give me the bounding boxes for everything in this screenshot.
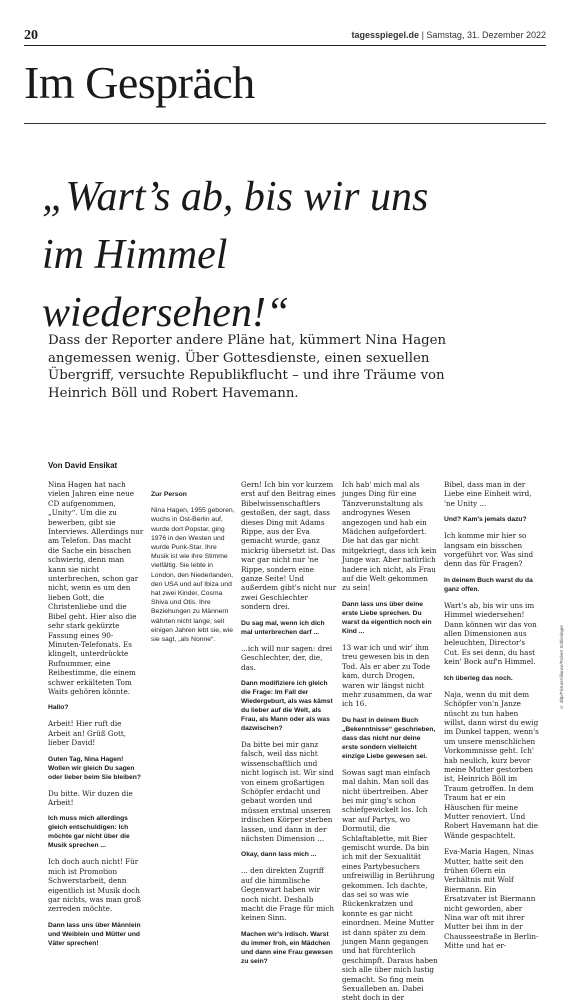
interview-question: Ich muss mich allerdings gleich entschuldigen: Ich möchte gar nicht über die Musik sprechen ... <box>48 815 130 850</box>
interview-answer: Du bitte. Wir duzen die Arbeit! <box>48 788 133 807</box>
interview-answer: 13 war ich und wir' ihm treu gewesen bis in den Tod. Als er aber zu Tode kam, durch Drogen, waren wir längst nicht mehr zusammen, da war ich 16. <box>342 642 432 709</box>
interview-answer: Bibel, dass man in der Liebe eine Einheit wird, 'ne Unity ... <box>444 480 532 508</box>
interview-question: Okay, dann lass mich ... <box>241 851 317 859</box>
interview-question: Dann modifiziere ich gleich die Frage: Im Fall der Wiedergeburt, als was kämst du lieber auf die Welt, als Frau, als Mann oder als was dazwischen? <box>241 679 333 732</box>
interview-answer: Naja, wenn du mit dem Schöpfer von'n Janze nüscht zu tun haben willst, dann wirst du ewig im Dunkel tappen, wenn's um unsere menschlichen Vorkommnisse geht. Ich' hab neulich, kurz bevor meine Mutter gestorben ist, Heinrich Böll im Traum getroffen. In dem Traum hat er ein Häuschen für meine Mutter renoviert. Und Robert Havemann hat die Wände gespachtelt. <box>444 689 539 840</box>
interview-answer: Ich doch auch nicht! Für mich ist Promotion Schwerstarbeit, denn eigentlich ist Musik doch gar nichts, was man groß zerreden möchte. <box>48 857 141 914</box>
headline-line: wiedersehen!“ <box>42 290 290 336</box>
info-box-text: Nina Hagen, 1955 geboren, wuchs in Ost-Berlin auf, wurde dort Popstar, ging 1976 in den Westen und wurde Punk-Star. Ihre Musik ist wie ihre Stimme vielfältig. Sie lebte in London, den Niederlanden, den USA und auf Ibiza und hat zwei Kinder, Cosma Shiva und Otis. Ihre Beziehungen zu Männern währten nicht lange; seit einigen Jahren lebt sie, wie sie sagt, „als Nonne“. <box>151 507 235 644</box>
interview-question: Hallo? <box>48 704 69 712</box>
interview-answer: ...ich will nur sagen: drei Geschlechter, der, die, das. <box>241 643 333 672</box>
lead-line: Heinrich Böll und Robert Havemann. <box>48 385 299 401</box>
interview-answer: Arbeit! Hier ruft die Arbeit an! Grüß Gott, lieber David! <box>48 719 127 748</box>
interview-question: In deinem Buch warst du da ganz offen. <box>444 576 533 593</box>
masthead-site[interactable]: tagesspiegel.de <box>351 30 420 40</box>
interview-answer: Sowas sagt man einfach mal dahin. Man soll das nicht übertreiben. Aber bei mir ging's schon schiefgewickelt los. Ich war auf Partys, wo Dormutil, die Schlaftablette, mit Bier gemischt wurde. Da bin ich mit der Sexualität eines Partybesuchers unfreiwillig in Berührung gekommen. Ich dachte, das sei so was wie Rückenkratzen und konnte es gar nicht einordnen. Meine Mutter ist dann später zu dem jungen Mann gegangen und hat fürchterlich geschimpft. Daraus haben sich alle über mich lustig gemacht. So fing mein Sexualleben an. Dabei steht doch in der <box>342 767 438 1003</box>
lead-paragraph <box>48 332 538 402</box>
article-column-1 <box>48 480 144 947</box>
headline-line: im Himmel <box>42 232 228 278</box>
interview-answer: Da bitte bei mir ganz falsch, weil das nicht wissenschaftlich und nicht logisch ist. Wir sind von einem großartigen Schöpfer erdacht und gebaut worden und müssen erstmal unseren irdischen Körper sterben lassen, und dann in der nächsten Dimension ... <box>241 739 334 843</box>
interview-answer: Nina Hagen hat nach vielen Jahren eine neue CD aufgenommen, „Unity“. Um die zu bewerben, gibt sie Interviews. Allerdings nur am Telefon. Das macht die Sache ein bisschen schwierig, denn man kann sie nicht unterbrechen, schon gar nicht, wenn es um den lieben Gott, die Christenliebe und die Bibel geht. Hier also die sehr stark gekürzte Fassung eines 90-Minuten-Telefonats. Es klingelt, unterdrückte Rufnummer, eine Reibestimme, die einem schwer erkälteten Tom Waits gehören könnte. <box>48 480 144 696</box>
info-box-heading: Zur Person <box>151 491 187 498</box>
interview-answer: Eva-Maria Hagen, Ninas Mutter, hatte seit den frühen 60ern ein Verhältnis mit Wolf Biermann. Ein Ersatzvater ist Biermann nicht geworden, aber Nina war oft mit ihrer Mutter bei ihm in der Chausseestraße in Berlin-Mitte und hat er- <box>444 847 539 951</box>
headline <box>42 168 542 342</box>
interview-answer: Gern! Ich bin vor kurzem erst auf den Beitrag eines Bibelwissenschaftlers gestoßen, der sagt, dass dieses Ding mit Adams Rippe, aus der Eva gemacht wurde, ganz mickrig übersetzt ist. Das war gar nicht nur 'ne Rippe, sondern eine ganze Seite! Und außerdem gibt's nicht nur zwei Geschlechter sondern drei. <box>241 480 337 612</box>
section-rule <box>24 123 546 124</box>
article-column-3 <box>342 480 438 1003</box>
photo-credit: © ddp/PictureAlliance/Robert Schlesinger <box>559 625 564 710</box>
interview-question: Machen wir's irdisch. Warst du immer froh, ein Mädchen und dann eine Frau gewesen zu sein? <box>241 930 333 965</box>
interview-answer: ... den direkten Zugriff auf die himmlische Gegenwart haben wir noch nicht. Deshalb macht die Frage für mich keinen Sinn. <box>241 866 334 923</box>
interview-answer: Ich hab' mich mal als junges Ding für eine Tänzverunstaltung als androgynes Wesen angezogen und hab ein Mädchen aufgefordert. Die hat das gar nicht mitgekriegt, dass ich kein Junge war. Aber natürlich hadere ich nicht, als Frau auf die Welt gekommen zu sein! <box>342 480 437 593</box>
masthead-separator: | <box>421 30 427 40</box>
interview-question: Guten Tag, Nina Hagen! Wollen wir gleich Du sagen oder lieber beim Sie bleiben? <box>48 755 141 781</box>
lead-line: angemessen wenig. Über Gottesdienste, einen sexuellen <box>48 350 430 366</box>
interview-question: Und? Kam's jemals dazu? <box>444 516 527 524</box>
interview-answer: Wart's ab, bis wir uns im Himmel wiedersehen! Dann können wir das von allen Dimensionen aus beleuchten, Director's Cut. Es sei denn, du hast kein' Bock auf'n Himmel. <box>444 600 537 667</box>
masthead-date: Samstag, 31. Dezember 2022 <box>426 30 546 40</box>
author-byline: Von David Ensikat <box>48 461 118 470</box>
lead-line: Übergriff, versuchte Republikflucht – und ihre Träume von <box>48 368 445 383</box>
headline-line: „Wart’s ab, bis wir uns <box>42 174 429 220</box>
interview-question: Ich überleg das noch. <box>444 674 513 682</box>
info-box <box>151 490 235 644</box>
interview-question: Dann lass uns über deine erste Liebe sprechen. Du warst da eigentlich noch ein Kind ... <box>342 600 432 635</box>
article-column-2 <box>241 480 337 965</box>
interview-question: Du sag mal, wenn ich dich mal unterbrechen darf ... <box>241 619 325 636</box>
masthead <box>352 30 546 40</box>
interview-answer: Ich komme mir hier so langsam ein bisschen vorgeführt vor. Was sind denn das für Fragen? <box>444 531 534 569</box>
section-title: Im Gespräch <box>24 57 255 108</box>
interview-question: Du hast in deinem Buch „Bekenntnisse“ geschrieben, dass das nicht nur deine erste sondern vielleicht einzige Liebe gewesen sei. <box>342 716 436 760</box>
lead-line: Dass der Reporter andere Pläne hat, kümmert Nina Hagen <box>48 333 447 348</box>
interview-question: Dann lass uns über Männlein und Weiblein und Mütter und Väter sprechen! <box>48 921 141 947</box>
page-number: 20 <box>24 28 38 43</box>
top-rule <box>24 45 546 46</box>
article-column-4 <box>444 480 540 951</box>
